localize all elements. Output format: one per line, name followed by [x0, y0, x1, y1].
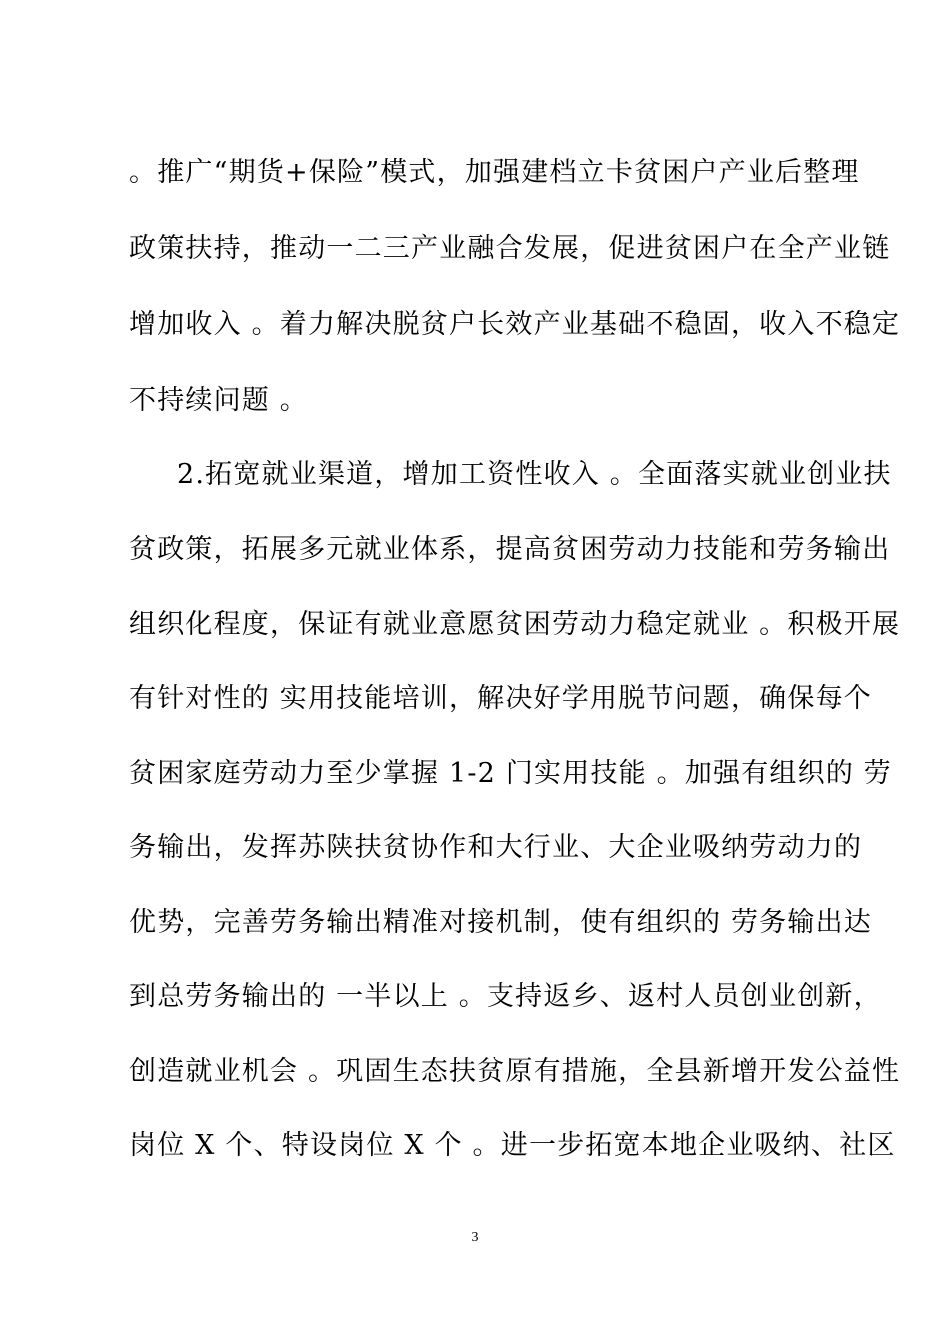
text-line: 增加收入 。着力解决脱贫户长效产业基础不稳固，收入不稳定	[129, 309, 901, 340]
text-line: 到总劳务输出的 一半以上 。支持返乡、返村人员创业创新，	[129, 981, 882, 1012]
text-line: 不持续问题 。	[129, 385, 308, 416]
text-line: 优势，完善劳务输出精准对接机制，使有组织的 劳务输出达	[129, 907, 872, 938]
text-line: 岗位 X 个、特设岗位 X 个 。进一步拓宽本地企业吸纳、社区	[129, 1130, 896, 1161]
page-number: 3	[471, 1230, 479, 1245]
section-heading-line: 2.拓宽就业渠道，增加工资性收入 。全面落实就业创业扶	[177, 459, 892, 490]
text-line: 组织化程度，保证有就业意愿贫困劳动力稳定就业 。积极开展	[129, 609, 901, 640]
text-line: 贫困家庭劳动力至少掌握 1-2 门实用技能 。加强有组织的 劳	[129, 758, 893, 789]
text-line: 政策扶持，推动一二三产业融合发展，促进贫困户在全产业链	[129, 233, 891, 264]
text-line: 创造就业机会 。巩固生态扶贫原有措施，全县新增开发公益性	[129, 1056, 901, 1087]
text-line: 务输出，发挥苏陕扶贫协作和大行业、大企业吸纳劳动力的	[129, 832, 863, 863]
text-line: 。推广“期货+保险”模式，加强建档立卡贫困户产业后整理	[129, 157, 860, 188]
text-line: 有针对性的 实用技能培训，解决好学用脱节问题，确保每个	[129, 683, 872, 714]
text-line: 贫政策，拓展多元就业体系，提高贫困劳动力技能和劳务输出	[129, 534, 891, 565]
